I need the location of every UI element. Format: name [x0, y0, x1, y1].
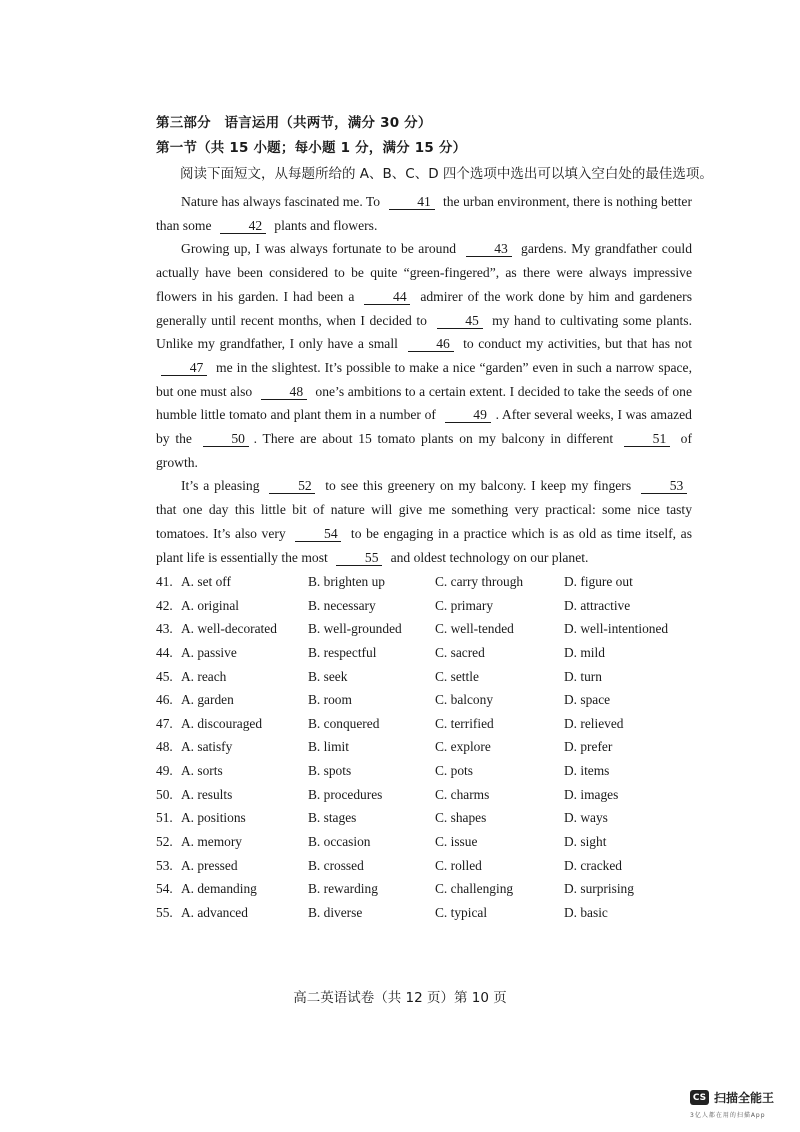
blank-49: 49	[445, 407, 491, 423]
passage-text: to see this greenery on my balcony. I keep my fingers	[320, 478, 637, 494]
passage-text: . There are about 15 tomato plants on my balcony in different	[253, 431, 619, 447]
question-row	[156, 831, 696, 855]
passage-text: one’s ambitions to a certain extent. I decided to take the seeds of one humble little tomato and plant them in a number of	[156, 383, 692, 423]
option-a: A. satisfy	[181, 739, 233, 755]
passage-text: gardens. My grandfather could actually have been considered to be quite “green-fingered”, as there were always impressive flowers in his garden. I had been a	[156, 241, 692, 304]
question-number: 48.	[156, 739, 173, 755]
camscanner-logo-icon: CS	[690, 1090, 709, 1105]
passage-text: admirer of the work done by him and gardeners generally until recent months, when I decided to	[156, 288, 692, 328]
option-d: D. turn	[564, 668, 602, 684]
blank-48: 48	[261, 384, 307, 400]
option-a: A. well-decorated	[181, 621, 277, 637]
question-row	[156, 571, 696, 595]
option-a: A. discouraged	[181, 715, 263, 731]
option-b: B. limit	[308, 739, 349, 755]
option-c: C. carry through	[435, 574, 524, 589]
option-d: D. space	[564, 692, 611, 708]
question-number: 55.	[156, 904, 173, 920]
option-c: C. terrified	[435, 715, 494, 731]
option-a: A. pressed	[181, 857, 238, 873]
question-row	[156, 595, 696, 619]
question-row	[156, 713, 696, 737]
option-a: A. passive	[181, 644, 237, 660]
blank-47: 47	[161, 360, 207, 376]
option-a: A. positions	[181, 810, 246, 826]
option-d: D. well-intentioned	[564, 621, 669, 637]
passage-paragraph	[156, 237, 692, 474]
option-c: C. well-tended	[435, 621, 514, 637]
blank-41: 41	[389, 194, 435, 210]
question-row	[156, 666, 696, 690]
passage-text: the urban environment, there is nothing better than some	[156, 194, 692, 233]
option-b: B. seek	[308, 668, 348, 684]
option-a: A. demanding	[181, 881, 257, 897]
blank-45: 45	[437, 313, 483, 329]
passage-text: It’s a pleasing	[181, 478, 265, 494]
option-c: C. settle	[435, 668, 479, 684]
cloze-passage	[156, 190, 692, 569]
question-number: 54.	[156, 881, 173, 897]
option-c: C. primary	[435, 597, 494, 613]
option-c: C. rolled	[435, 857, 482, 873]
question-number: 51.	[156, 810, 173, 826]
option-b: B. necessary	[308, 597, 376, 613]
option-c: C. balcony	[435, 692, 494, 708]
blank-43: 43	[466, 241, 512, 257]
option-d: D. surprising	[564, 881, 634, 897]
passage-paragraph	[156, 190, 692, 237]
option-d: D. figure out	[564, 574, 633, 589]
option-c: C. shapes	[435, 810, 487, 826]
question-number: 45.	[156, 668, 173, 684]
question-row	[156, 878, 696, 902]
option-b: B. crossed	[308, 857, 364, 873]
passage-text: to conduct my activities, but that has not	[458, 336, 692, 352]
option-d: D. ways	[564, 810, 608, 826]
question-number: 53.	[156, 857, 173, 873]
question-row	[156, 784, 696, 808]
option-c: C. sacred	[435, 644, 485, 660]
blank-54: 54	[295, 526, 341, 542]
passage-text: Nature has always fascinated me. To	[181, 194, 384, 209]
passage-text: of growth.	[156, 431, 692, 470]
passage-text: me in the slightest. It’s possible to make a nice “garden” even in such a narrow space, but one must also	[156, 359, 692, 399]
option-b: B. procedures	[308, 786, 383, 802]
option-c: C. typical	[435, 904, 488, 920]
option-c: C. explore	[435, 739, 491, 755]
question-row	[156, 902, 696, 926]
instructions: 阅读下面短文，从每题所给的 A、B、C、D 四个选项中选出可以填入空白处的最佳选项。	[180, 166, 713, 182]
blank-51: 51	[624, 431, 670, 447]
watermark-app-name: 扫描全能王	[714, 1091, 775, 1105]
passage-text: that one day this little bit of nature will give me something very practical: some nice tasty tomatoes. It’s also very	[156, 502, 692, 541]
question-row	[156, 855, 696, 879]
option-a: A. memory	[181, 834, 242, 850]
question-number: 50.	[156, 786, 173, 802]
blank-42: 42	[220, 218, 266, 234]
question-number: 49.	[156, 763, 173, 779]
option-a: A. sorts	[181, 763, 223, 779]
passage-text: . After several weeks, I was amazed by the	[156, 407, 692, 447]
option-a: A. reach	[181, 668, 227, 684]
option-d: D. prefer	[564, 739, 613, 755]
option-b: B. conquered	[308, 715, 380, 731]
option-b: B. brighten up	[308, 574, 385, 589]
question-number: 52.	[156, 834, 173, 850]
passage-text: my hand to cultivating some plants. Unlike my grandfather, I only have a small	[156, 312, 692, 352]
question-row	[156, 618, 696, 642]
question-number: 42.	[156, 597, 173, 613]
option-a: A. set off	[181, 574, 231, 589]
passage-text: and oldest technology on our planet.	[387, 549, 589, 565]
blank-50: 50	[203, 431, 249, 447]
option-a: A. results	[181, 786, 233, 802]
passage-paragraph	[156, 474, 692, 569]
question-number: 44.	[156, 644, 173, 660]
option-b: B. stages	[308, 810, 357, 826]
option-b: B. well-grounded	[308, 621, 402, 637]
option-d: D. relieved	[564, 715, 624, 731]
option-c: C. charms	[435, 786, 490, 802]
question-number: 43.	[156, 621, 173, 637]
option-b: B. room	[308, 692, 352, 708]
option-b: B. respectful	[308, 644, 377, 660]
question-row	[156, 736, 696, 760]
option-a: A. original	[181, 597, 240, 613]
question-row	[156, 807, 696, 831]
blank-46: 46	[408, 336, 454, 352]
section-title: 第一节（共 15 小题；每小题 1 分，满分 15 分）	[156, 140, 467, 156]
option-b: B. spots	[308, 763, 352, 779]
option-d: D. mild	[564, 644, 605, 660]
passage-text: Growing up, I was always fortunate to be around	[181, 241, 461, 257]
blank-53: 53	[641, 478, 687, 494]
option-c: C. issue	[435, 834, 478, 850]
option-d: D. images	[564, 786, 619, 802]
answer-options-list	[156, 571, 696, 926]
scanner-watermark	[690, 1089, 795, 1119]
blank-44: 44	[364, 289, 410, 305]
option-a: A. garden	[181, 692, 234, 708]
option-d: D. items	[564, 763, 610, 779]
question-number: 47.	[156, 715, 173, 731]
question-row	[156, 642, 696, 666]
option-b: B. diverse	[308, 904, 363, 920]
watermark-tagline: 3亿人都在用的扫描App	[690, 1112, 766, 1119]
passage-text: plants and flowers.	[270, 217, 378, 233]
blank-55: 55	[336, 550, 382, 566]
question-row	[156, 689, 696, 713]
option-b: B. rewarding	[308, 881, 378, 897]
question-row	[156, 760, 696, 784]
option-c: C. pots	[435, 763, 473, 779]
option-d: D. sight	[564, 834, 607, 850]
question-number: 46.	[156, 692, 173, 708]
option-d: D. cracked	[564, 857, 622, 873]
option-b: B. occasion	[308, 834, 371, 850]
option-c: C. challenging	[435, 881, 514, 897]
blank-52: 52	[269, 478, 315, 494]
option-d: D. basic	[564, 904, 608, 920]
question-number: 41.	[156, 574, 173, 589]
option-a: A. advanced	[181, 904, 248, 920]
option-d: D. attractive	[564, 597, 631, 613]
part-title: 第三部分 语言运用（共两节，满分 30 分）	[156, 115, 432, 131]
page-footer: 高二英语试卷（共 12 页）第 10 页	[293, 990, 507, 1006]
passage-text: to be engaging in a practice which is as old as time itself, as plant life is essentially the most	[156, 525, 692, 565]
